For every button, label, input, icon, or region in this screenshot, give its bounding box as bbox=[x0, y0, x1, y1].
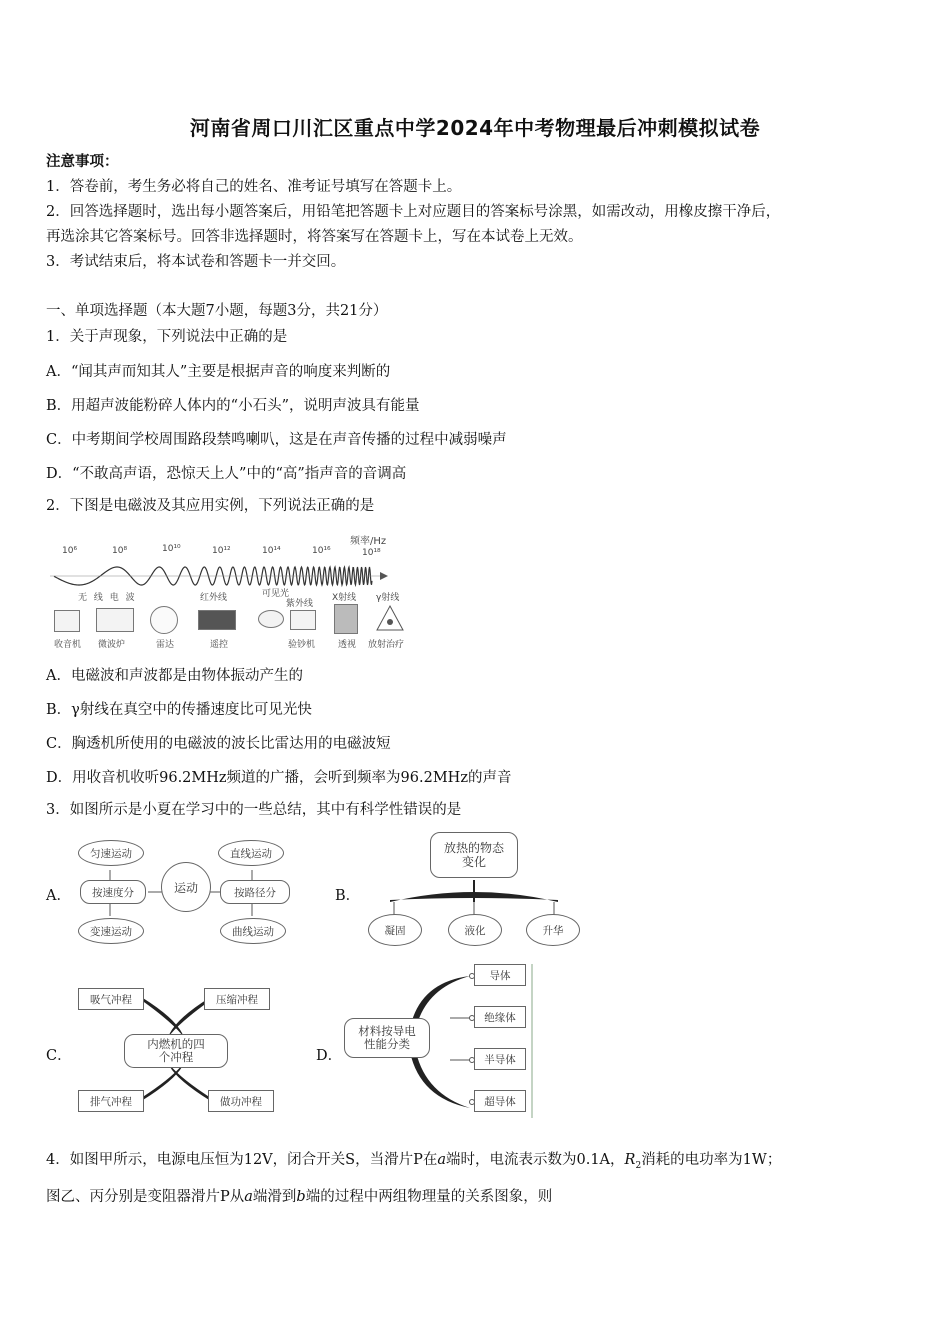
q4-text: 端的过程中两组物理量的关系图象，则 bbox=[305, 1189, 553, 1205]
exponent-label: 10¹⁸ bbox=[362, 548, 381, 558]
exponent-label: 10¹⁰ bbox=[162, 544, 181, 554]
question-3-stem: 3．如图所示是小夏在学习中的一些总结，其中有科学性错误的是 bbox=[46, 802, 462, 818]
q4-var-a: a bbox=[244, 1189, 253, 1205]
q4-text: 端滑到 bbox=[252, 1189, 297, 1205]
section-heading: 一、单项选择题（本大题7小题，每题3分，共21分） bbox=[46, 303, 388, 319]
app-label: 雷达 bbox=[156, 640, 175, 650]
q1-option-d: D．“不敢高声语，恐惊天上人”中的“高”指声音的音调高 bbox=[46, 466, 407, 482]
exponent-label: 10¹⁴ bbox=[262, 546, 281, 556]
q2-option-c: C．胸透机所使用的电磁波的波长比雷达用的电磁波短 bbox=[46, 736, 391, 752]
node-exothermic-change: 放热的物态变化 bbox=[430, 832, 518, 878]
band-label: 紫外线 bbox=[286, 599, 314, 609]
exponent-label: 10¹⁶ bbox=[312, 546, 331, 556]
band-label: X射线 bbox=[332, 593, 357, 603]
node-sublimate: 升华 bbox=[526, 914, 580, 946]
node-by-speed: 按速度分 bbox=[80, 880, 146, 904]
node-curve-motion: 曲线运动 bbox=[220, 918, 286, 944]
q1-option-a: A．“闻其声而知其人”主要是根据声音的响度来判断的 bbox=[46, 364, 391, 380]
axis-arrow bbox=[380, 572, 388, 580]
band-label: 无 线 电 波 bbox=[78, 593, 137, 603]
radar-icon bbox=[150, 606, 178, 634]
notice-heading: 注意事项： bbox=[46, 153, 119, 170]
q4-text: 图乙、丙分别是变阻器滑片P从 bbox=[46, 1189, 245, 1205]
q4-var-a: a bbox=[437, 1152, 446, 1168]
app-label: 遥控 bbox=[210, 640, 229, 650]
app-label: 放射治疗 bbox=[368, 640, 405, 650]
money-checker-icon bbox=[290, 610, 316, 630]
node-linear-motion: 直线运动 bbox=[218, 840, 284, 866]
q2-option-d: D．用收音机收听96.2MHz频道的广播，会听到频率为96.2MHz的声音 bbox=[46, 770, 512, 786]
exponent-label: 10¹² bbox=[212, 546, 231, 556]
band-label: 可见光 bbox=[262, 589, 290, 599]
node-by-path: 按路径分 bbox=[220, 880, 290, 904]
eye-icon bbox=[258, 610, 284, 628]
exponent-label: 10⁶ bbox=[62, 546, 78, 556]
microwave-icon bbox=[96, 608, 134, 632]
band-label: 红外线 bbox=[200, 593, 228, 603]
radiation-icon bbox=[376, 604, 404, 632]
node-semiconductor: 半导体 bbox=[474, 1048, 526, 1070]
app-label: 微波炉 bbox=[98, 640, 126, 650]
node-motion: 运动 bbox=[161, 862, 211, 912]
app-label: 透视 bbox=[338, 640, 357, 650]
q3-b-letter: B． bbox=[335, 888, 361, 904]
q3-c-letter: C． bbox=[46, 1048, 72, 1064]
node-power-stroke: 做功冲程 bbox=[208, 1090, 274, 1112]
notice-item: 3．考试结束后，将本试卷和答题卡一并交回。 bbox=[46, 254, 346, 270]
remote-icon bbox=[198, 610, 236, 630]
q4-text: 端时，电流表示数为0.1A， bbox=[446, 1152, 625, 1168]
q2-option-b: B．γ射线在真空中的传播速度比可见光快 bbox=[46, 702, 312, 718]
q1-option-b: B．用超声波能粉碎人体内的“小石头”，说明声波具有能量 bbox=[46, 398, 420, 414]
question-4-line2 bbox=[46, 1187, 552, 1207]
node-uniform-motion: 匀速运动 bbox=[78, 840, 144, 866]
q3-a-letter: A． bbox=[46, 888, 71, 904]
q3-d-letter: D． bbox=[316, 1048, 343, 1064]
q4-var-r: R bbox=[624, 1152, 636, 1168]
q4-var-b: b bbox=[296, 1189, 306, 1205]
node-variable-motion: 变速运动 bbox=[78, 918, 144, 944]
node-solidify: 凝固 bbox=[368, 914, 422, 946]
app-label: 验钞机 bbox=[288, 640, 316, 650]
node-intake-stroke: 吸气冲程 bbox=[78, 988, 144, 1010]
question-1-stem: 1．关于声现象，下列说法中正确的是 bbox=[46, 329, 288, 345]
app-label: 收音机 bbox=[54, 640, 82, 650]
node-engine-strokes: 内燃机的四个冲程 bbox=[124, 1034, 228, 1068]
xray-hand-icon bbox=[334, 604, 358, 634]
exponent-label: 10⁸ bbox=[112, 546, 128, 556]
node-superconductor: 超导体 bbox=[474, 1090, 526, 1112]
q2-option-a: A．电磁波和声波都是由物体振动产生的 bbox=[46, 668, 303, 684]
notice-item: 再选涂其它答案标号。回答非选择题时，将答案写在答题卡上，写在本试卷上无效。 bbox=[46, 229, 583, 245]
question-2-stem: 2．下图是电磁波及其应用实例，下列说法正确的是 bbox=[46, 498, 375, 514]
q4-text: 4．如图甲所示，电源电压恒为12V，闭合开关S，当滑片P在 bbox=[46, 1152, 438, 1168]
node-compression-stroke: 压缩冲程 bbox=[204, 988, 270, 1010]
page-title: 河南省周口川汇区重点中学2024年中考物理最后冲刺模拟试卷 bbox=[189, 116, 761, 140]
band-label: γ射线 bbox=[376, 593, 400, 603]
node-liquefy: 液化 bbox=[448, 914, 502, 946]
notice-item: 2．回答选择题时，选出每小题答案后，用铅笔把答题卡上对应题目的答案标号涂黑，如需改动，用橡皮擦干净后， bbox=[46, 204, 781, 220]
node-conductor: 导体 bbox=[474, 964, 526, 986]
notice-item: 1．答卷前，考生务必将自己的姓名、准考证号填写在答题卡上。 bbox=[46, 179, 462, 195]
node-material-classification: 材料按导电性能分类 bbox=[344, 1018, 430, 1058]
question-4-line1 bbox=[46, 1150, 781, 1176]
node-insulator: 绝缘体 bbox=[474, 1006, 526, 1028]
radio-icon bbox=[54, 610, 80, 632]
q4-text: 消耗的电功率为1W； bbox=[641, 1152, 782, 1168]
q1-option-c: C．中考期间学校周围路段禁鸣喇叭，这是在声音传播的过程中减弱噪声 bbox=[46, 432, 507, 448]
em-spectrum-figure bbox=[50, 530, 410, 650]
freq-label: 频率/Hz bbox=[350, 536, 387, 547]
node-exhaust-stroke: 排气冲程 bbox=[78, 1090, 144, 1112]
q4-var-r-sub: 2 bbox=[635, 1160, 642, 1171]
